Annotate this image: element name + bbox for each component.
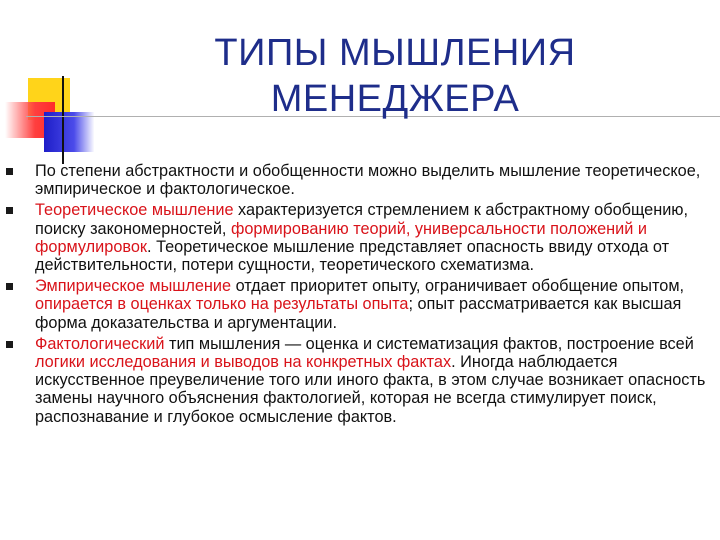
text-segment: . Теоретическое мышление представляет опасность ввиду отхода от действительности, потери сущности, теоретического схематизма.	[35, 237, 670, 275]
highlight-text: логики исследования и выводов на конкретных фактах	[35, 353, 452, 372]
highlight-text: опирается в оценках только на результаты опыта	[35, 295, 409, 314]
text-segment: тип мышления — оценка и систематизация фактов, построение всей	[164, 334, 694, 353]
text-segment: ; опыт рассматривается как высшая форма доказательства и аргументации.	[35, 295, 682, 332]
square-bullet-icon	[6, 207, 13, 214]
title-line-2: МЕНЕДЖЕРА	[270, 78, 520, 120]
highlight-text: Теоретическое мышление	[35, 201, 234, 220]
decor-blue-square	[44, 112, 94, 152]
bullet-item	[0, 162, 720, 198]
square-bullet-icon	[6, 168, 13, 175]
square-bullet-icon	[6, 341, 13, 348]
bullet-list	[0, 162, 720, 429]
decor-vertical-line	[62, 76, 64, 164]
bullet-item	[0, 335, 720, 426]
text-segment: отдает приоритет опыту, ограничивает обобщение опытом,	[231, 277, 685, 296]
text-segment: По степени абстрактности и обобщенности можно выделить мышление теоретическое, эмпирическое и фактологическое.	[35, 162, 701, 199]
text-segment: . Иногда наблюдается искусственное преувеличение того или иного факта, в этом случае возникает опасность замены научного объяснения фактологией, которая не всегда стимулирует поиск, распознавание и глубокое осмысление фактов.	[35, 353, 706, 426]
slide-title	[180, 30, 610, 122]
square-bullet-icon	[6, 283, 13, 290]
bullet-item	[0, 201, 720, 274]
highlight-text: Фактологический	[35, 334, 165, 353]
bullet-item	[0, 277, 720, 332]
highlight-text: Эмпирическое мышление	[35, 277, 232, 296]
highlight-text: формированию теорий, универсальности положений и формулировок	[35, 219, 647, 256]
title-line-1: ТИПЫ МЫШЛЕНИЯ	[214, 32, 576, 74]
text-segment: характеризуется стремлением к абстрактному обобщению, поиску закономерностей,	[35, 201, 689, 238]
